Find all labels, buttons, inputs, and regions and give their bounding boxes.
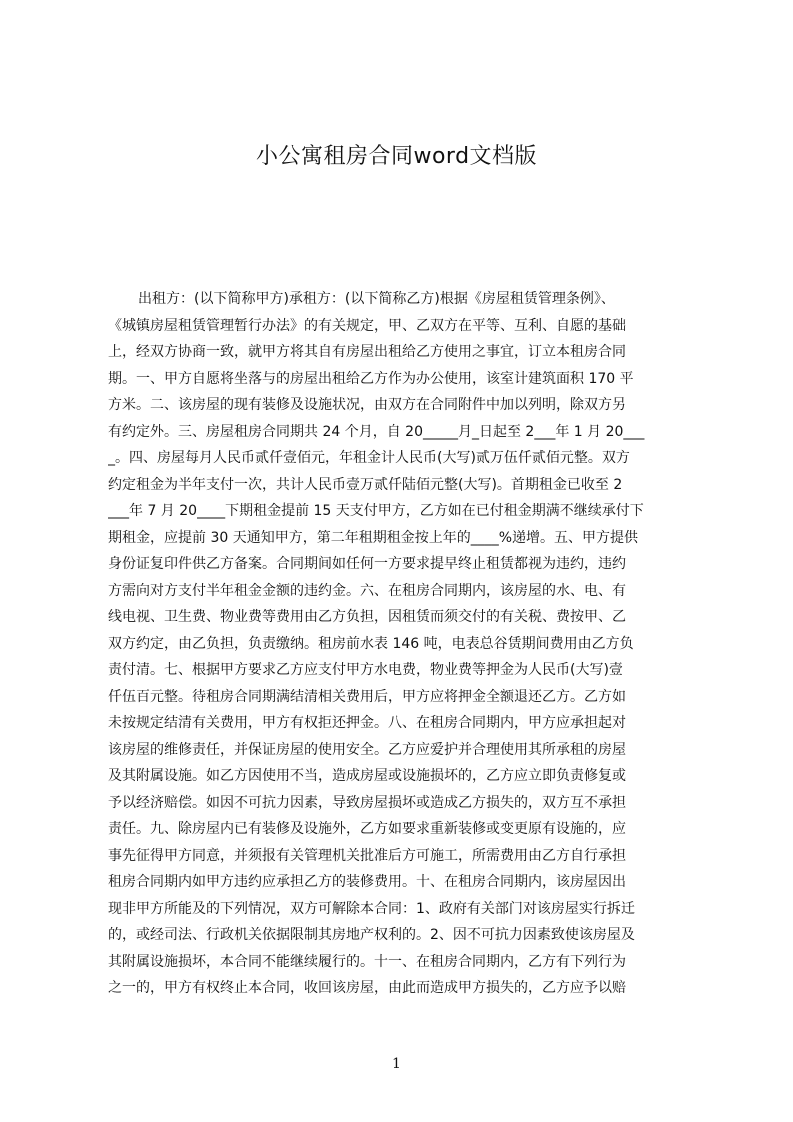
body-line: 出租方：(以下简称甲方)承租方：(以下简称乙方)根据《房屋租赁管理条例》、 [138, 291, 615, 307]
body-line: 之一的，甲方有权终止本合同，收回该房屋，由此而造成甲方损失的，乙方应予以赔 [108, 980, 626, 996]
body-line: 身份证复印件供乙方备案。合同期间如任何一方要求提早终止租赁都视为违约，违约 [108, 556, 626, 572]
body-line: 该房屋的维修责任，并保证房屋的使用安全。乙方应爱护并合理使用其所承租的房屋 [108, 741, 626, 758]
body-line: 租房合同期内如甲方违约应承担乙方的装修费用。十、在租房合同期内，该房屋因出 [108, 874, 626, 890]
body-line: ___年 7 月 20____下期租金提前 15 天支付甲方，乙方如在已付租金期满不继续承付下 [108, 503, 644, 519]
body-line: 上，经双方协商一致，就甲方将其自有房屋出租给乙方使用之事宜，订立本租房合同 [108, 344, 626, 360]
body-line: 期。一、甲方自愿将坐落与的房屋出租给乙方作为办公使用，该室计建筑面积 170 平 [108, 370, 634, 387]
body-line: 双方约定，由乙负担，负责缴纳。租房前水表 146 吨，电表总谷赁期间费用由乙方负 [108, 635, 634, 652]
body-line: 事先征得甲方同意，并须报有关管理机关批准后方可施工，所需费用由乙方自行承担 [108, 847, 626, 864]
body-line: 《城镇房屋租赁管理暂行办法》的有关规定，甲、乙双方在平等、互利、自愿的基础 [108, 317, 626, 334]
document-title: 小公寓租房合同word文档版 [255, 144, 538, 169]
body-line: 予以经济赔偿。如因不可抗力因素，导致房屋损坏或造成乙方损失的，双方互不承担 [108, 794, 626, 811]
body-line: _。四、房屋每月人民币贰仟壹佰元，年租金计人民币(大写)贰万伍仟贰佰元整。双方 [108, 450, 630, 466]
body-line: 期租金，应提前 30 天通知甲方，第二年租期租金按上年的____%递增。五、甲方提供 [108, 529, 639, 546]
document-body [108, 286, 698, 1026]
body-line: 及其附属设施。如乙方因使用不当，造成房屋或设施损坏的，乙方应立即负责修复或 [108, 768, 626, 784]
body-line: 有约定外。三、房屋租房合同期共 24 个月，自 20_____月_日起至 2___年 1 月 20___ [108, 423, 645, 440]
body-line: 仟伍百元整。待租房合同期满结清相关费用后，甲方应将押金全额退还乙方。乙方如 [108, 688, 626, 705]
body-line: 其附属设施损坏，本合同不能继续履行的。十一、在租房合同期内，乙方有下列行为 [108, 953, 626, 970]
page-number: 1 [392, 1056, 401, 1072]
body-line: 的，或经司法、行政机关依据限制其房地产权利的。2、因不可抗力因素致使该房屋及 [108, 927, 635, 943]
body-line: 现非甲方所能及的下列情况，双方可解除本合同：1、政府有关部门对该房屋实行拆迁 [108, 900, 635, 917]
body-line: 责付清。七、根据甲方要求乙方应支付甲方水电费，物业费等押金为人民币(大写)壹 [108, 662, 623, 678]
body-line: 方需向对方支付半年租金金额的违约金。六、在租房合同期内，该房屋的水、电、有 [108, 582, 626, 599]
body-line: 约定租金为半年支付一次，共计人民币壹万贰仟陆佰元整(大写)。首期租金已收至 2 [108, 476, 623, 493]
body-line: 方米。二、该房屋的现有装修及设施状况，由双方在合同附件中加以列明，除双方另 [108, 397, 626, 413]
body-line: 未按规定结清有关费用，甲方有权拒还押金。八、在租房合同期内，甲方应承担起对 [108, 715, 626, 731]
body-line: 线电视、卫生费、物业费等费用由乙方负担，因租赁而须交付的有关税、费按甲、乙 [108, 609, 626, 625]
body-line: 责任。九、除房屋内已有装修及设施外，乙方如要求重新装修或变更原有设施的，应 [108, 821, 626, 837]
